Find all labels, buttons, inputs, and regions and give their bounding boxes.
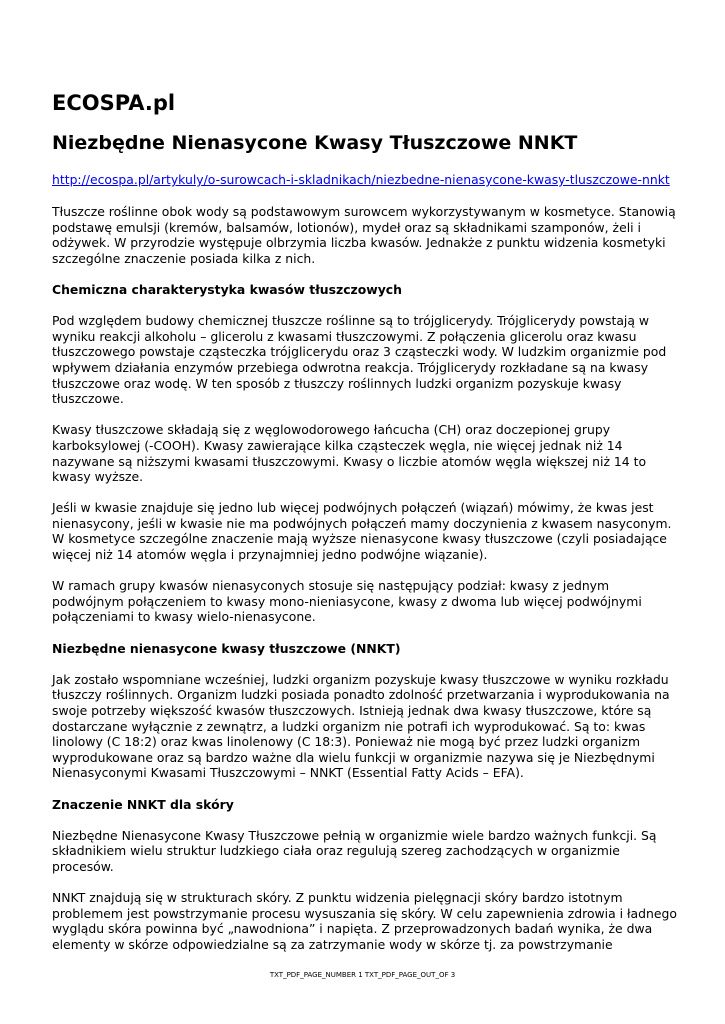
section-heading: Niezbędne nienasycone kwasy tłuszczowe (NNKT): [52, 640, 401, 656]
section-heading: Znaczenie NNKT dla skóry: [52, 796, 234, 812]
document-page: [52, 90, 677, 968]
paragraph: NNKT znajdują się w strukturach skóry. Z punktu widzenia pielęgnacji skóry bardzo istotnym problemem jest powstrzymanie procesu wysuszania się skóry. W celu zapewnienia zdrowia i ładnego wyglądu skóra powinna być „nawodniona” i napięta. Z przeprowadzonych badań wynika, że dwa elementy w skórze odpowiedzialne są za zatrzymanie wody w skórze tj. za powstrzymanie: [52, 890, 677, 952]
section-chemistry: [52, 282, 677, 625]
paragraph: W ramach grupy kwasów nienasyconych stosuje się następujący podział: kwasy z jednym podwójnym połączeniem to kwasy mono-nieniasycone, kwasy z dwoma lub więcej podwójnymi połączeniami to kwasy wielo-nienasycone.: [52, 578, 642, 625]
paragraph: Jak zostało wspomniane wcześniej, ludzki organizm pozyskuje kwasy tłuszczowe w wyniku rozkładu tłuszczy roślinnych. Organizm ludzki posiada ponadto zdolność przetwarzania i wyprodukowania na swoje potrzeby większość kwasów tłuszczowych. Istnieją jednak dwa kwasy tłuszczowe, które są dostarczane wyłącznie z zewnątrz, a ludzki organizm nie potrafi ich wyprodukować. Są to: kwas linolowy (C 18:2) oraz kwas linolenowy (C 18:3). Ponieważ nie mogą być przez ludzki organizm wyprodukowane oraz są bardzo ważne dla wielu funkcji w organizmie nazywa się je Niezbędnymi Nienasyconymi Kwasami Tłuszczowymi – NNKT (Essential Fatty Acids – EFA).: [52, 671, 670, 781]
article-title: Niezbędne Nienasycone Kwasy Tłuszczowe NNKT: [52, 132, 578, 154]
source-link[interactable]: http://ecospa.pl/artykuly/o-surowcach-i-skladnikach/niezbedne-nienasycone-kwasy-tluszczowe-nnkt: [52, 172, 670, 187]
paragraph: Niezbędne Nienasycone Kwasy Tłuszczowe pełnią w organizmie wiele bardzo ważnych funkcji. Są składnikiem wielu struktur ludzkiego ciała oraz regulują szereg zachodzących w organizmie procesów.: [52, 827, 657, 874]
paragraph: Pod względem budowy chemicznej tłuszcze roślinne są to trójglicerydy. Trójglicerydy powstają w wyniku reakcji alkoholu – glicerolu z kwasami tłuszczowymi. Z połączenia glicerolu oraz kwasu tłuszczowego powstaje cząsteczka trójglicerydu oraz 3 cząsteczki wody. W ludzkim organizmie pod wpływem działania enzymów przebiega odwrotna reakcja. Trójglicerydy rozkładane są na kwasy tłuszczowe oraz wodę. W ten sposób z tłuszczy roślinnych ludzki organizm pozyskuje kwasy tłuszczowe.: [52, 313, 667, 407]
site-title: ECOSPA.pl: [52, 91, 176, 115]
paragraph: Kwasy tłuszczowe składają się z węglowodorowego łańcucha (CH) oraz doczepionej grupy karboksylowej (-COOH). Kwasy zawierające kilka cząsteczek węgla, nie więcej jednak niż 14 nazywane są niższymi kwasami tłuszczowymi. Kwasy o liczbie atomów węgla większej niż 14 to kwasy wyższe.: [52, 422, 647, 485]
paragraph: Jeśli w kwasie znajduje się jedno lub więcej podwójnych połączeń (wiązań) mówimy, że kwas jest nienasycony, jeśli w kwasie nie ma podwójnych połączeń mamy doczynienia z kwasem nasyconym. W kosmetyce szczególne znaczenie mają wyższe nienasycone kwasy tłuszczowe (czyli posiadające więcej niż 14 atomów węgla i przynajmniej jedno podwójne wiązanie).: [52, 500, 672, 563]
intro-paragraph: Tłuszcze roślinne obok wody są podstawowym surowcem wykorzystywanym w kosmetyce. Stanowią podstawę emulsji (kremów, balsamów, lotionów), mydeł oraz są składnikami szamponów, żeli i odżywek. W przyrodzie występuje olbrzymia liczba kwasów. Jednakże z punktu widzenia kosmetyki szczególne znaczenie posiada kilka z nich.: [52, 204, 676, 266]
section-nnkt: [52, 641, 677, 781]
section-heading: Chemiczna charakterystyka kwasów tłuszczowych: [52, 281, 402, 297]
page-footer: TXT_PDF_PAGE_NUMBER 1 TXT_PDF_PAGE_OUT_OF 3: [269, 971, 456, 979]
section-skin: [52, 797, 677, 953]
